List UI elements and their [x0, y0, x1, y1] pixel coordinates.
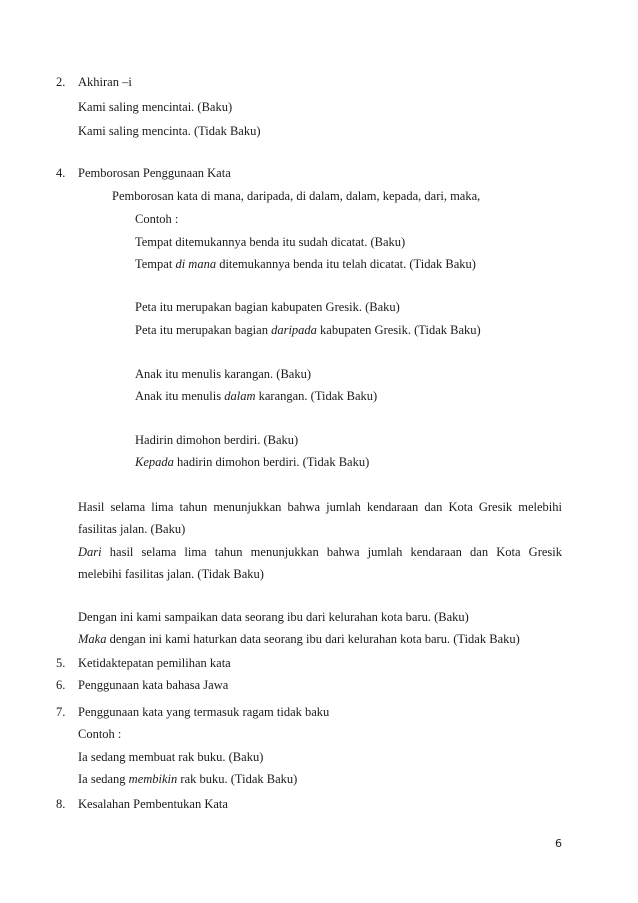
italic-word: Kepada	[135, 455, 174, 469]
example-e-tidak-baku-line2: melebihi fasilitas jalan. (Tidak Baku)	[78, 567, 264, 581]
example-e-baku-line1: Hasil selama lima tahun menunjukkan bahwa jumlah kendaraan dan Kota Gresik melebihi	[78, 500, 562, 514]
section-2-title: Akhiran –i	[78, 75, 132, 89]
section-4-description: Pemborosan kata di mana, daripada, di dalam, dalam, kepada, dari, maka,	[112, 189, 481, 203]
section-5-number: 5.	[56, 656, 66, 670]
example-d-baku: Hadirin dimohon berdiri. (Baku)	[135, 433, 299, 447]
section-7-example-tidak-baku: Ia sedang membikin rak buku. (Tidak Baku)	[78, 772, 298, 786]
example-d-tidak-baku: Kepada hadirin dimohon berdiri. (Tidak Baku)	[135, 455, 370, 469]
example-f-baku: Dengan ini kami sampaikan data seorang ibu dari kelurahan kota baru. (Baku)	[78, 610, 469, 624]
example-b-baku: Peta itu merupakan bagian kabupaten Gresik. (Baku)	[135, 300, 400, 314]
section-4-contoh-label: Contoh :	[135, 212, 179, 226]
italic-word: dalam	[224, 389, 256, 403]
example-b-tidak-baku: Peta itu merupakan bagian daripada kabupaten Gresik. (Tidak Baku)	[135, 323, 481, 337]
example-c-baku: Anak itu menulis karangan. (Baku)	[135, 367, 311, 381]
italic-word: di mana	[175, 257, 217, 271]
section-5-title: Ketidaktepatan pemilihan kata	[78, 656, 231, 670]
section-7-contoh-label: Contoh :	[78, 727, 122, 741]
italic-word: membikin	[128, 772, 178, 786]
italic-word: Maka	[78, 632, 107, 646]
section-2-number: 2.	[56, 75, 66, 89]
section-7-example-baku: Ia sedang membuat rak buku. (Baku)	[78, 750, 264, 764]
example-a-baku: Tempat ditemukannya benda itu sudah dicatat. (Baku)	[135, 235, 406, 249]
italic-word: Dari	[78, 545, 102, 559]
section-4-title: Pemborosan Penggunaan Kata	[78, 166, 231, 180]
page-number: 6	[555, 837, 562, 850]
section-4-number: 4.	[56, 166, 66, 180]
section-7-title: Penggunaan kata yang termasuk ragam tidak baku	[78, 705, 330, 719]
italic-word: daripada	[271, 323, 317, 337]
example-f-tidak-baku: Maka dengan ini kami haturkan data seorang ibu dari kelurahan kota baru. (Tidak Baku)	[78, 632, 520, 646]
section-6-title: Penggunaan kata bahasa Jawa	[78, 678, 229, 692]
section-8-number: 8.	[56, 797, 66, 811]
section-2-example-baku: Kami saling mencintai. (Baku)	[78, 100, 233, 114]
example-a-tidak-baku: Tempat di mana ditemukannya benda itu telah dicatat. (Tidak Baku)	[135, 257, 476, 271]
section-2-example-tidak-baku: Kami saling mencinta. (Tidak Baku)	[78, 124, 261, 138]
example-c-tidak-baku: Anak itu menulis dalam karangan. (Tidak Baku)	[135, 389, 378, 403]
section-6-number: 6.	[56, 678, 66, 692]
example-e-baku-line2: fasilitas jalan. (Baku)	[78, 522, 186, 536]
section-8-title: Kesalahan Pembentukan Kata	[78, 797, 228, 811]
section-7-number: 7.	[56, 705, 66, 719]
example-e-tidak-baku-line1: Dari hasil selama lima tahun menunjukkan bahwa jumlah kendaraan dan Kota Gresik	[78, 545, 562, 559]
